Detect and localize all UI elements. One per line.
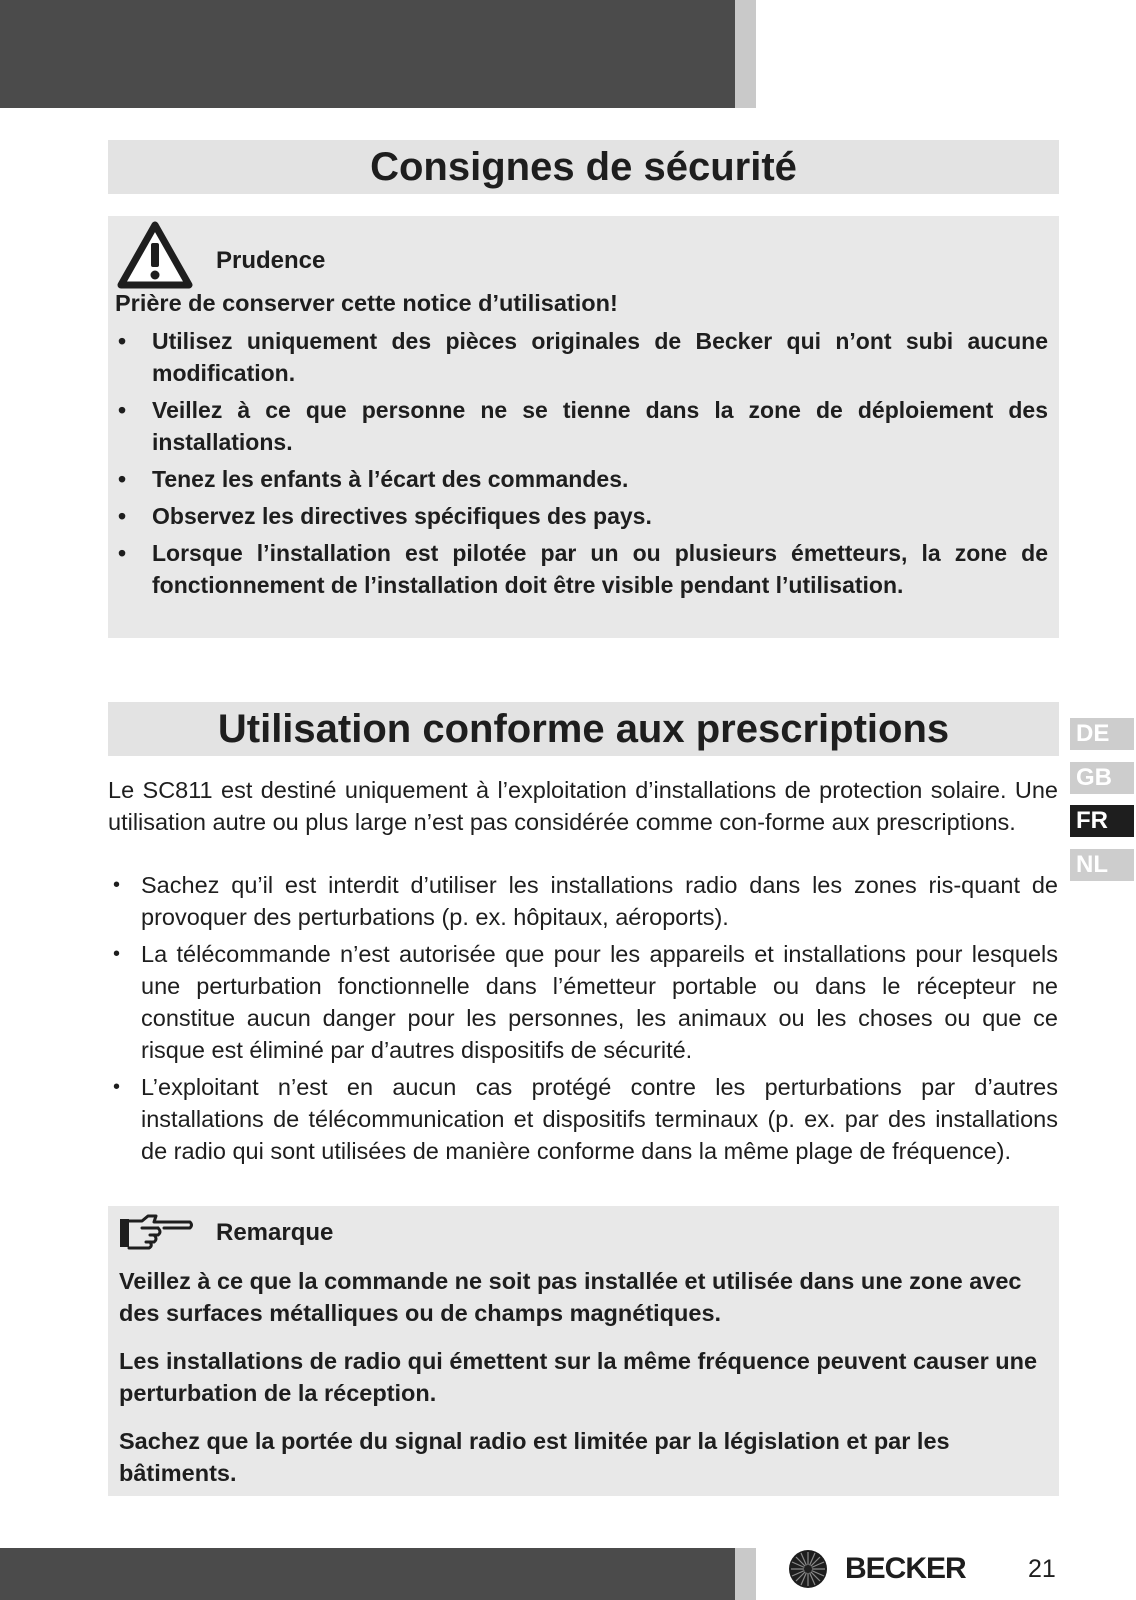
caution-bullet-item: • Veillez à ce que personne ne se tienne dans la zone de déploiement des installations. xyxy=(118,397,1048,455)
safety-title xyxy=(108,140,1059,194)
caution-box xyxy=(108,216,1059,638)
note-label: Remarque xyxy=(216,1219,334,1246)
warning-triangle-icon xyxy=(117,221,193,289)
footer-band-light xyxy=(735,1548,756,1600)
header-band-dark xyxy=(0,0,735,108)
safety-title-text: Consignes de sécurité xyxy=(370,145,797,189)
usage-title-text: Utilisation conforme aux prescriptions xyxy=(217,707,950,751)
footer-band-dark xyxy=(0,1548,735,1600)
caution-bullet-item: • Utilisez uniquement des pièces originales de Becker qui n’ont subi aucune modification. xyxy=(118,328,1048,386)
pointing-hand-icon xyxy=(118,1213,194,1251)
caution-bullet-list xyxy=(115,325,1048,606)
becker-logo-icon xyxy=(787,1548,829,1590)
note-paragraphs xyxy=(119,1265,1044,1505)
usage-intro: Le SC811 est destiné uniquement à l’exploitation d’installations de protection solaire. Une utilisation autre ou plus large n’est pas considérée comme con-forme aux prescriptions. xyxy=(108,777,1058,835)
lang-tab-gb[interactable]: GB xyxy=(1070,762,1134,794)
note-paragraph: Les installations de radio qui émettent sur la même fréquence peuvent causer une perturbation de la réception. xyxy=(119,1348,1038,1406)
header-band-light xyxy=(735,0,756,108)
note-paragraph: Veillez à ce que la commande ne soit pas installée et utilisée dans une zone avec des surfaces métalliques ou de champs magnétiques. xyxy=(119,1268,1022,1326)
caution-label: Prudence xyxy=(216,247,326,274)
caution-bullet-item: • Lorsque l’installation est pilotée par un ou plusieurs émetteurs, la zone de fonctionnement de l’installation doit être visible pendant l’utilisation. xyxy=(118,540,1048,598)
note-paragraph: Sachez que la portée du signal radio est limitée par la législation et par les bâtiments. xyxy=(119,1428,950,1486)
lang-tab-de[interactable]: DE xyxy=(1070,718,1134,750)
usage-bullet-item: • Sachez qu’il est interdit d’utiliser les installations radio dans les zones ris-quant de provoquer des perturbations (p. ex. hôpitaux, aéroports). xyxy=(113,872,1058,930)
usage-bullet-list xyxy=(108,869,1058,1172)
lang-tab-fr[interactable]: FR xyxy=(1070,805,1134,837)
usage-bullet-item: • L’exploitant n’est en aucun cas protégé contre les perturbations par d’autres installations de télécommunication et dispositifs terminaux (p. ex. par des installations de radio qui sont utilisées de manière conforme dans la même plage de fréquence). xyxy=(113,1074,1058,1164)
footer-brand: BECKER xyxy=(845,1552,966,1585)
caution-bullet-item: • Observez les directives spécifiques des pays. xyxy=(118,503,652,529)
caution-bullet-item: • Tenez les enfants à l’écart des commandes. xyxy=(118,466,629,492)
lang-tab-nl[interactable]: NL xyxy=(1070,849,1134,881)
note-box xyxy=(108,1206,1059,1496)
page-number: 21 xyxy=(1028,1555,1056,1583)
caution-intro: Prière de conserver cette notice d’utilisation! xyxy=(115,290,618,316)
usage-title xyxy=(108,702,1059,756)
usage-bullet-item: • La télécommande n’est autorisée que pour les appareils et installations pour lesquels une perturbation fonctionnelle dans l’émetteur portable ou dans le récepteur ne constitue aucun danger pour les personnes, les animaux ou les choses ou que ce risque est éliminé par d’autres dispositifs de sécurité. xyxy=(113,941,1058,1063)
